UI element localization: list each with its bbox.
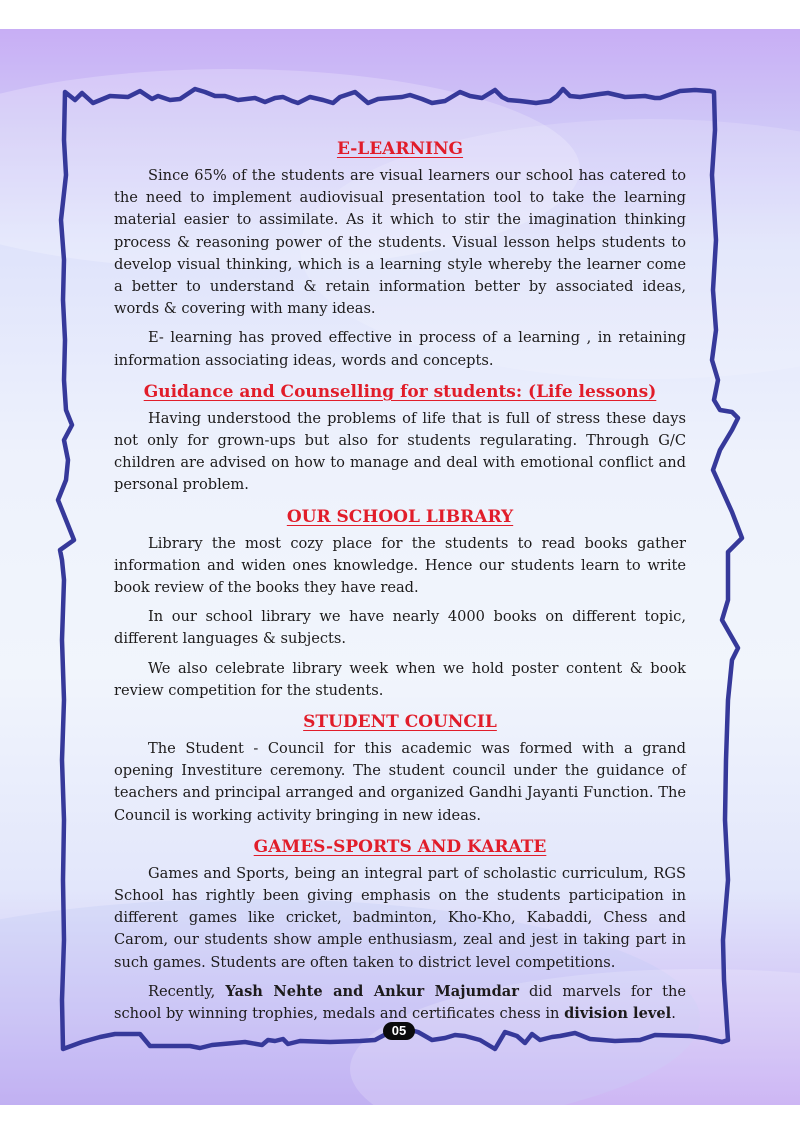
section-heading: OUR SCHOOL LIBRARY bbox=[286, 506, 514, 527]
section-heading: STUDENT COUNCIL bbox=[303, 712, 497, 733]
section-e-learning bbox=[114, 136, 686, 372]
page-number-badge: 05 bbox=[383, 1022, 415, 1040]
achievement-paragraph bbox=[114, 981, 686, 1025]
achievement-middle: did marvels for the school by winning trophies, medals and certificates chess in bbox=[114, 982, 686, 1023]
section-guidance-counselling bbox=[114, 379, 686, 497]
section-games-sports-karate bbox=[114, 834, 686, 1025]
achievement-lead: Recently, bbox=[148, 982, 226, 1000]
achievement-names: Yash Nehte and Ankur Majumdar bbox=[225, 982, 519, 1000]
paragraph: E- learning has proved effective in process of a learning , in retaining information associating ideas, words and concepts. bbox=[114, 329, 686, 369]
section-heading: E-LEARNING bbox=[336, 139, 464, 159]
paragraph: In our school library we have nearly 4000 books on different topic, different languages & subjects. bbox=[114, 608, 686, 648]
section-student-council bbox=[114, 709, 686, 827]
achievement-end: . bbox=[671, 1005, 676, 1023]
paragraph: Library the most cozy place for the students to read books gather information and widen ones knowledge. Hence our students learn to write book review of the books they have read. bbox=[114, 534, 686, 597]
paragraph: Since 65% of the students are visual learners our school has catered to the need to implement audiovisual presentation tool to take the learning material easier to assimilate. As it which to stir the imagination thinking process & reasoning power of the students. Visual lesson helps students to develop visual thinking, which is a learning style whereby the learner come a better to understand & retain information better by associated ideas, words & covering with many ideas. bbox=[114, 167, 686, 318]
section-heading: Guidance and Counselling for students: (Life lessons) bbox=[143, 381, 657, 402]
achievement-level: division level bbox=[564, 1005, 672, 1023]
section-school-library bbox=[114, 504, 686, 702]
page-content bbox=[114, 136, 686, 1032]
paragraph: Having understood the problems of life that is full of stress these days not only for grown-ups but also for students regularating. Through G/C children are advised on how to manage and deal with emotional conflict and personal problem. bbox=[114, 409, 686, 494]
paragraph: We also celebrate library week when we hold poster content & book review competition for the students. bbox=[114, 659, 686, 699]
paragraph: Games and Sports, being an integral part of scholastic curriculum, RGS School has rightly been giving emphasis on the students participation in different games like cricket, badminton, Kho-Kho, Kabaddi, Chess and Carom, our students show ample enthusiasm, zeal and jest in taking part in such games. Students are often taken to district level competitions. bbox=[114, 864, 686, 971]
section-heading: GAMES-SPORTS AND KARATE bbox=[253, 836, 547, 857]
paragraph: The Student - Council for this academic was formed with a grand opening Investiture ceremony. The student council under the guidance of teachers and principal arranged and organized Gandhi Jayanti Function. The Council is working activity bringing in new ideas. bbox=[114, 740, 686, 824]
